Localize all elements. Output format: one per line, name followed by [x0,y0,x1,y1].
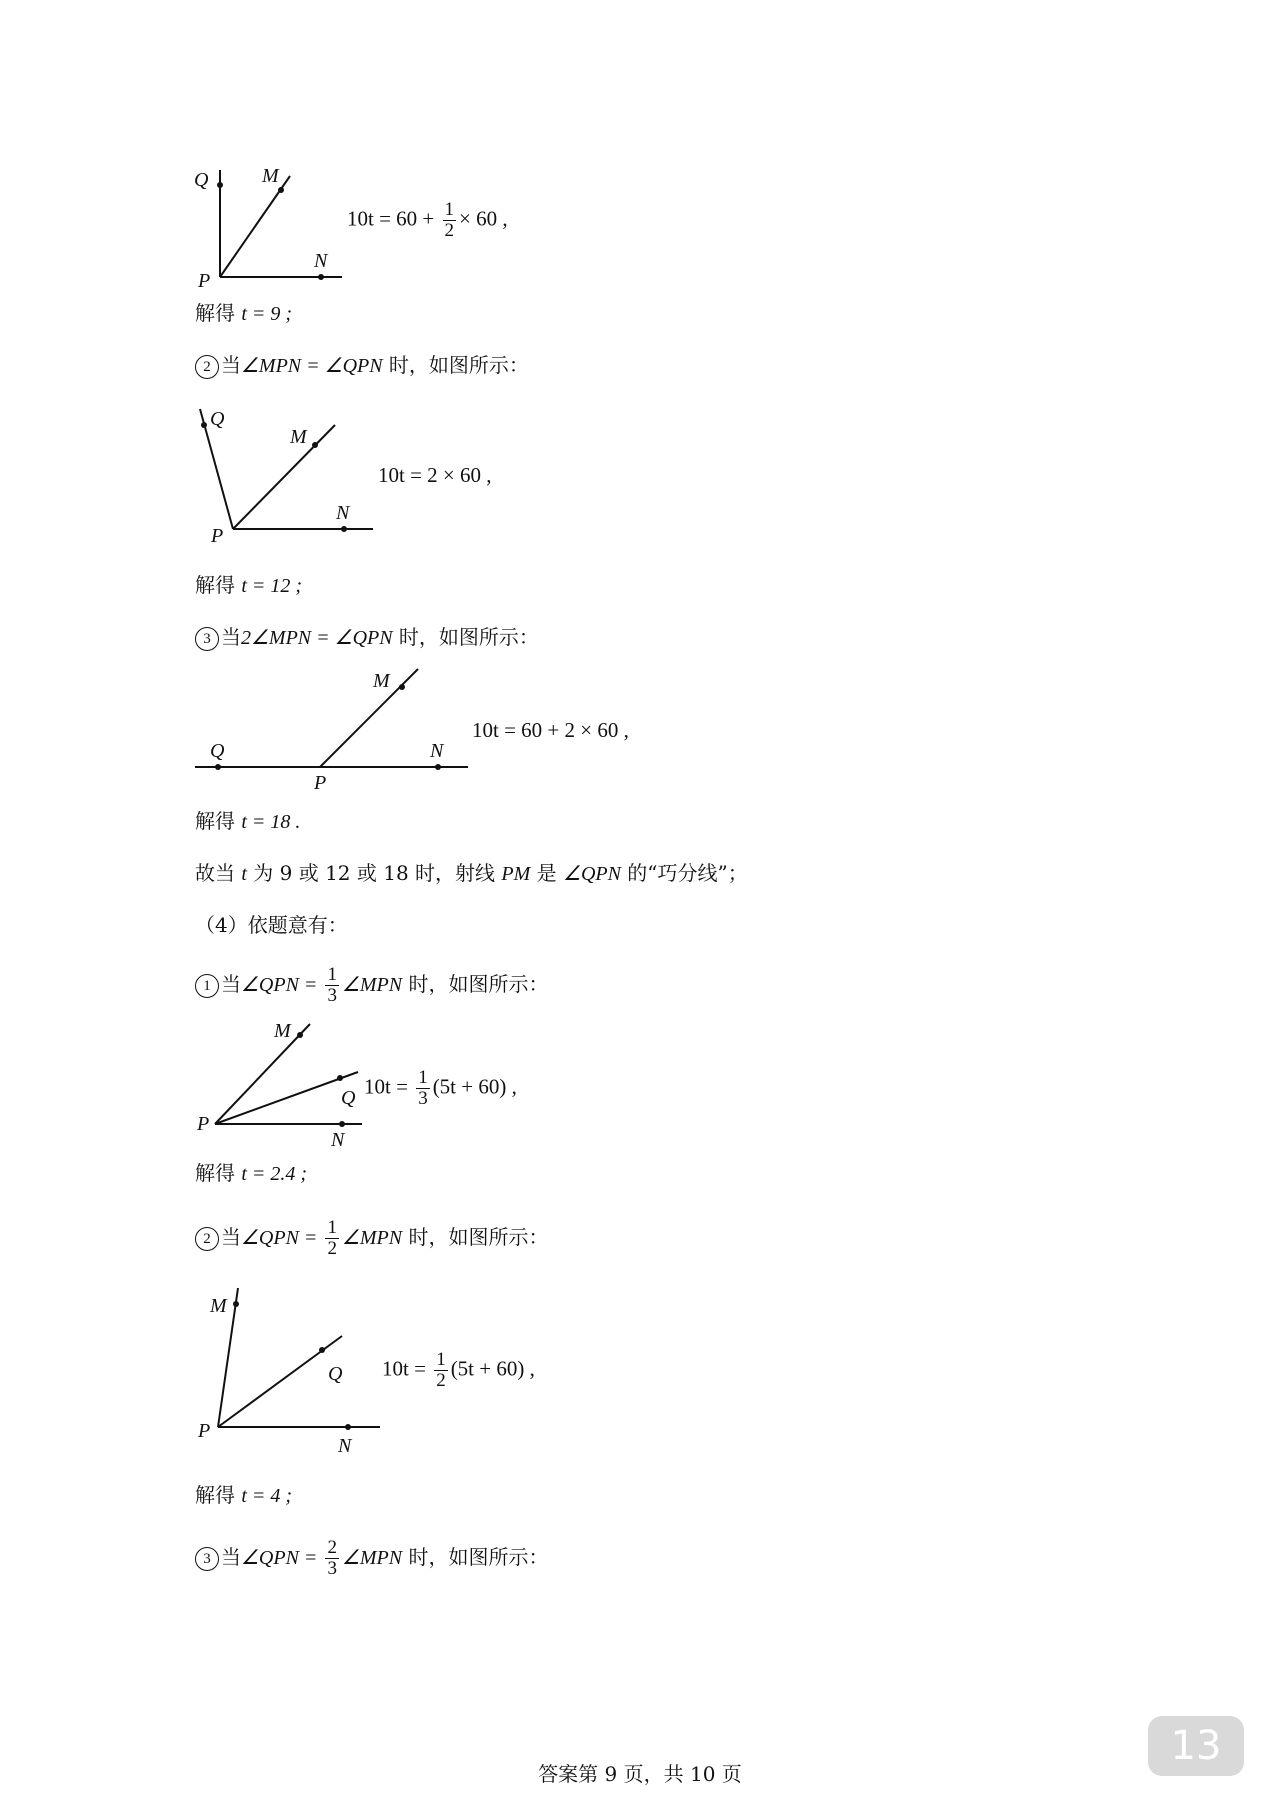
conclusion: 故当 t 为 9 或 12 或 18 时，射线 PM 是 ∠QPN 的“巧分线”； [195,861,748,885]
figure-4-diagram [190,1010,380,1150]
figure-3-diagram [190,665,480,795]
label-p: P [197,1113,210,1135]
label-p: P [314,772,327,794]
figure-1-diagram [190,160,360,290]
solve-1: 解得 t = 9 ; [195,301,293,325]
label-m: M [373,670,390,692]
label-q: Q [328,1363,343,1385]
figure-2-equation: 10t = 2 × 60 , [378,463,492,487]
label-p: P [198,1420,211,1442]
figure-5-diagram [190,1282,390,1462]
figure-4-equation: 10t = $\frac{1}{3}$ (5t + 60) , [364,1067,517,1109]
label-q: Q [210,408,225,430]
solve-4: 解得 t = 2.4 ; [195,1161,308,1185]
label-q: Q [210,740,225,762]
solve-5: 解得 t = 4 ; [195,1483,293,1507]
case-3: 3 当2∠MPN = ∠QPN 时，如图所示： [195,622,539,653]
label-n: N [336,502,350,524]
case-4-3: 3 当∠QPN = $\frac{2}{3}$ ∠MPN 时，如图所示： [195,1538,548,1579]
label-n: N [331,1129,345,1150]
case-4-2: 2 当∠QPN = $\frac{1}{2}$ ∠MPN 时，如图所示： [195,1218,548,1259]
figure-3-equation: 10t = 60 + 2 × 60 , [472,718,629,742]
page-number-badge[interactable]: 13 [1148,1716,1244,1776]
solve-2: 解得 t = 12 ; [195,573,303,597]
page-footer: 答案第 9 页，共 10 页 [538,1762,742,1786]
label-m: M [210,1295,227,1317]
part-4-heading: （4）依题意有： [195,913,348,937]
figure-5-equation: 10t = $\frac{1}{2}$ (5t + 60) , [382,1349,535,1391]
figure-1-equation: 10t = 60 + $\frac{1}{2}$ × 60 , [347,199,508,241]
case-4-1: 1 当∠QPN = $\frac{1}{3}$ ∠MPN 时，如图所示： [195,965,548,1006]
label-q: Q [194,169,209,191]
solve-3: 解得 t = 18 . [195,809,301,833]
label-m: M [262,165,279,187]
case-2: 2 当∠MPN = ∠QPN 时，如图所示： [195,350,529,381]
label-p: P [211,525,224,547]
label-n: N [430,740,444,762]
label-p: P [198,270,211,290]
figure-2-diagram [190,405,390,550]
label-n: N [338,1435,352,1457]
label-m: M [274,1020,291,1042]
label-n: N [314,250,328,272]
label-q: Q [341,1087,356,1109]
label-m: M [290,426,307,448]
